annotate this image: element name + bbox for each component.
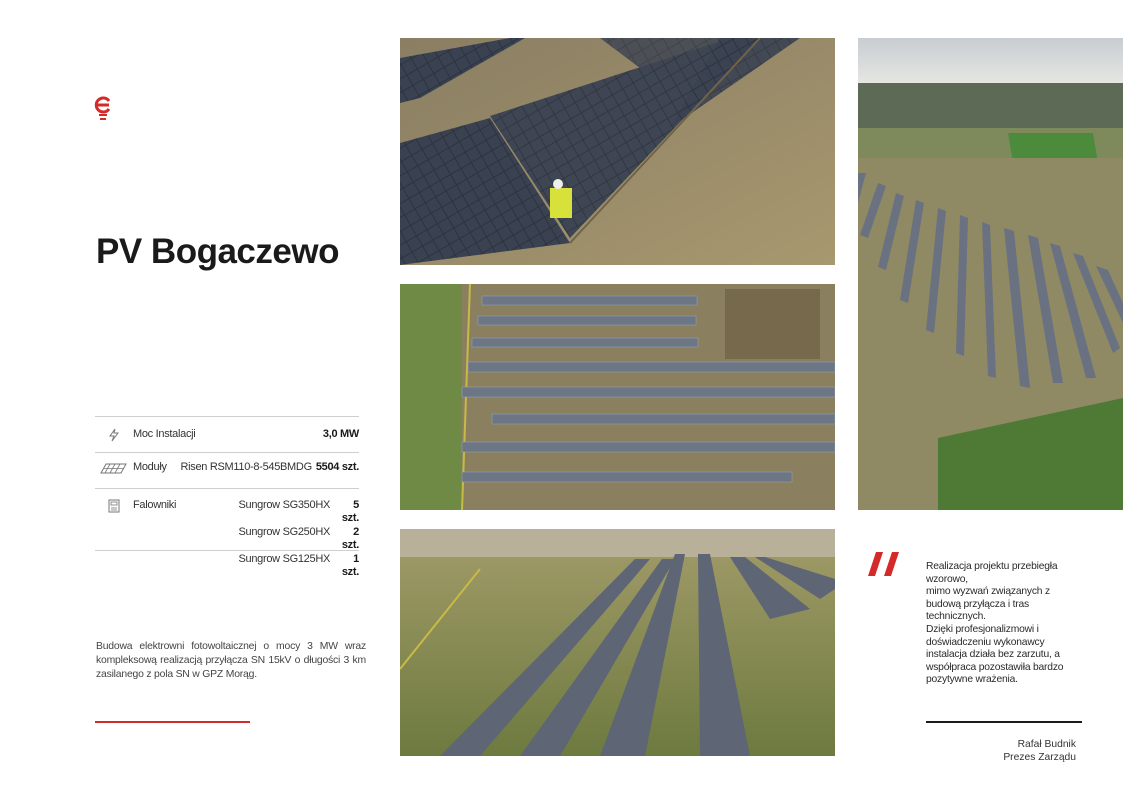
photo-aerial-landscape [858, 38, 1123, 510]
lightning-icon [95, 428, 133, 442]
inverter-item [239, 553, 360, 579]
spec-row-modules [95, 452, 359, 488]
inverter-model: Sungrow SG250HX [238, 526, 330, 538]
inverter-model: Sungrow SG125HX [238, 553, 330, 565]
spec-row-power [95, 416, 359, 452]
spec-label-inverters: Falowniki [133, 499, 177, 511]
inverter-list [239, 499, 360, 579]
specs-table [95, 416, 359, 578]
spec-value-modules: 5504 szt. [315, 461, 359, 473]
solar-panel-icon [95, 461, 133, 475]
author-role: Prezes Zarządu [1003, 752, 1076, 763]
inverter-qty: 5 szt. [341, 499, 359, 524]
spec-model-modules: Risen RSM110-8-545BMDG [180, 461, 312, 473]
inverter-item [239, 499, 360, 525]
spec-value-power: 3,0 MW [322, 428, 359, 440]
photo-aerial-perspective [400, 529, 835, 756]
quote-divider [926, 721, 1082, 723]
testimonial-author [926, 738, 1076, 764]
inverter-qty: 2 szt. [341, 526, 359, 551]
quote-mark-icon [868, 552, 902, 576]
accent-divider [95, 721, 250, 723]
inverter-model: Sungrow SG350HX [238, 499, 330, 511]
inverter-icon [95, 499, 133, 513]
inverter-qty: 1 szt. [341, 553, 359, 578]
company-logo-icon [92, 94, 114, 122]
inverter-item [239, 526, 360, 552]
spec-label-modules: Moduły [133, 461, 167, 473]
photo-aerial-rows [400, 284, 835, 510]
page-title: PV Bogaczewo [96, 232, 339, 271]
photo-panels-closeup [400, 38, 835, 265]
spec-row-inverters [95, 488, 359, 578]
author-name: Rafał Budnik [1017, 739, 1076, 750]
testimonial-quote: Realizacja projektu przebiegła wzorowo, mimo wyzwań związanych z budową przyłącza i tras technicznych. Dzięki profesjonalizmowi i doświadczeniu wykonawcy instalacja działa bez zarzutu, a współpraca pozostawiła bardzo pozytywne wrażenia. [926, 561, 1064, 686]
spec-label-power: Moc Instalacji [133, 428, 196, 440]
project-description: Budowa elektrowni fotowoltaicznej o mocy 3 MW wraz kompleksową realizacją przyłącza SN 15kV o długości 3 km zasilanego z pola SN w GPZ Morąg. [96, 641, 366, 680]
